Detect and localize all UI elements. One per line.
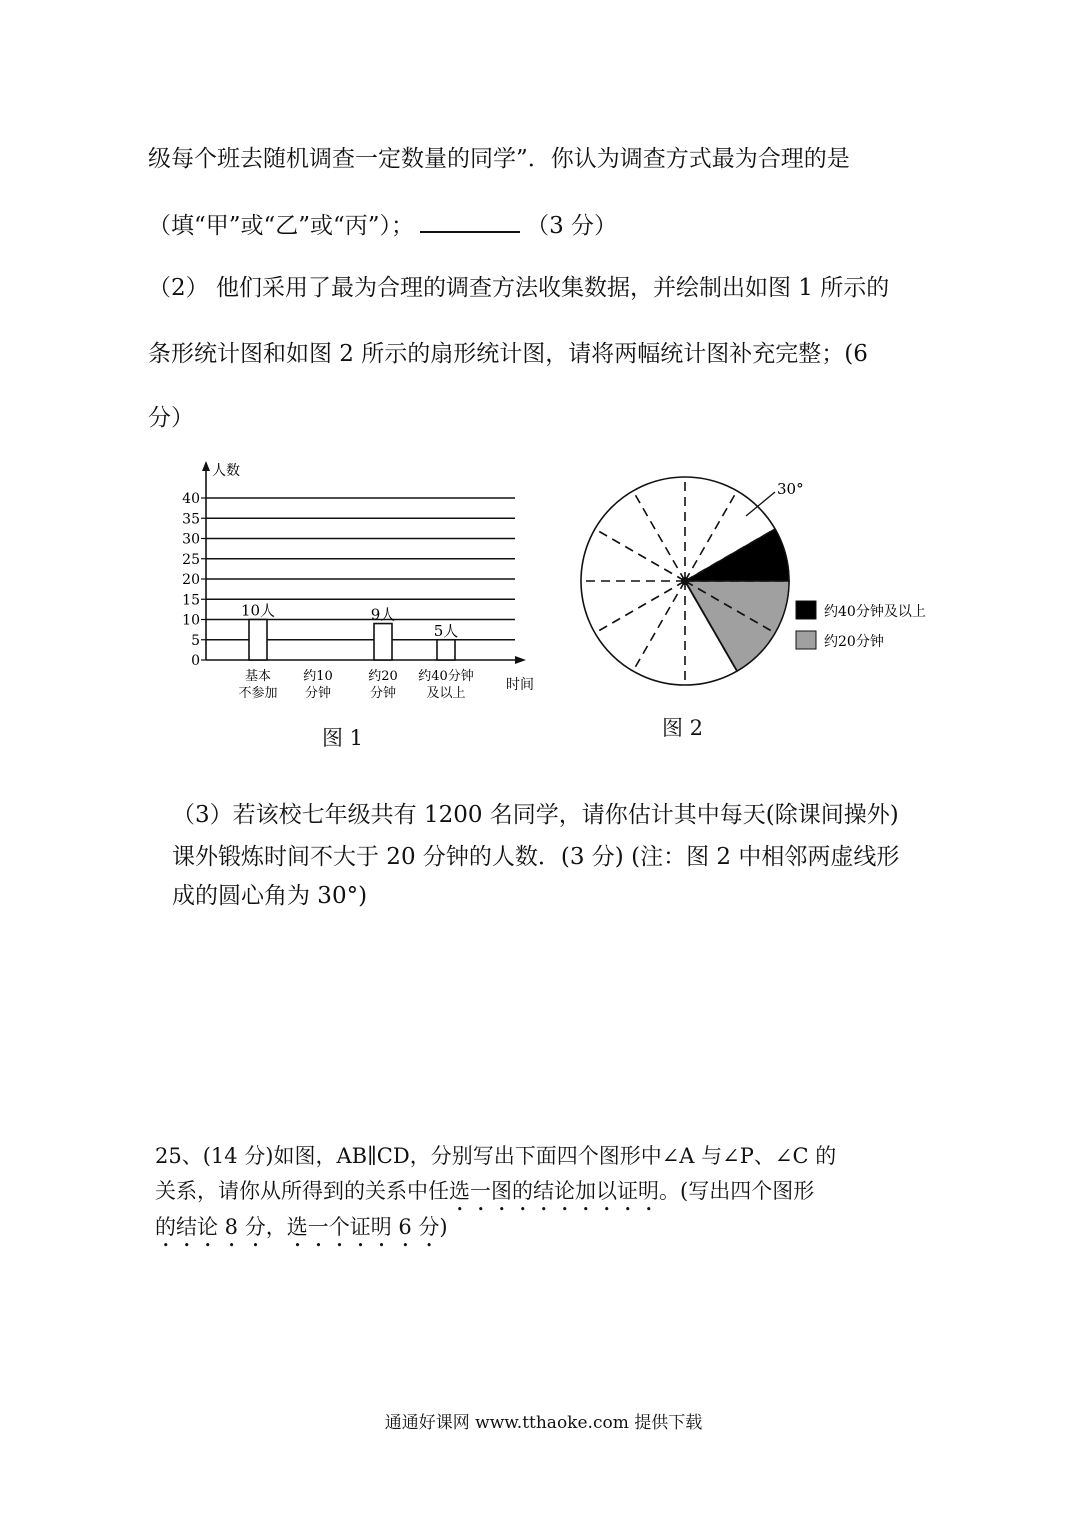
bar	[249, 620, 267, 661]
y-tick-label: 0	[191, 653, 200, 669]
y-tick-label: 10	[182, 612, 200, 629]
y-tick-label: 25	[182, 551, 200, 568]
q25-line-2-text: 关系，请你从所得到的关系中任	[155, 1179, 449, 1203]
text-line-3: （2） 他们采用了最为合理的调查方法收集数据，并绘制出如图 1 所示的	[148, 275, 890, 301]
category-label-line1: 约40分钟	[418, 669, 474, 684]
text-line-2	[148, 209, 617, 241]
y-tick-label: 40	[182, 491, 200, 507]
y-tick-label: 30	[182, 531, 200, 548]
angle-label: 30°	[777, 480, 804, 498]
q25-emphasis-1: 选一图的结论加以证明	[449, 1179, 659, 1203]
category-label-line2: 分钟	[369, 686, 397, 701]
y-axis-arrow	[202, 461, 210, 471]
q25-line-3	[155, 1212, 448, 1252]
q25-line-2-tail: 。(写出四个图形	[659, 1179, 815, 1203]
pie-chart	[570, 470, 960, 700]
q3-line-1: （3）若该校七年级共有 1200 名同学，请你估计其中每天(除课间操外)	[172, 802, 899, 828]
bar	[437, 640, 455, 660]
text-line-5: 分）	[148, 405, 194, 431]
figure2-caption: 图 2	[662, 716, 704, 740]
bar-data-label: 9人	[370, 605, 396, 624]
score-note: （3 分）	[526, 213, 618, 239]
category-label-line1: 约10	[303, 669, 333, 684]
bar-data-label: 10人	[240, 601, 276, 620]
x-axis-arrow	[515, 656, 526, 664]
footer-source: 通通好课网 www.tthaoke.com 提供下载	[384, 1413, 703, 1433]
bar-data-label: 5人	[433, 621, 459, 640]
text-line-4: 条形统计图和如图 2 所示的扇形统计图，请将两幅统计图补充完整；(6	[148, 341, 868, 367]
bar-chart	[170, 455, 560, 705]
legend-swatch	[796, 601, 816, 619]
y-tick-label: 15	[182, 592, 200, 609]
x-axis-title: 时间	[506, 677, 534, 693]
q25-line-1: 25、(14 分)如图，AB∥CD，分别写出下面四个图形中∠A 与∠P、∠C 的	[155, 1144, 837, 1168]
category-label-line1: 基本	[244, 669, 272, 684]
y-tick-label: 20	[182, 572, 200, 588]
y-tick-label: 5	[191, 632, 200, 649]
category-label-line2: 分钟	[304, 686, 332, 701]
category-label-line1: 约20	[368, 669, 398, 684]
pie-center	[681, 577, 689, 585]
bar	[374, 624, 392, 660]
y-axis-title: 人数	[212, 463, 240, 479]
legend-label: 约40分钟及以上	[824, 604, 926, 620]
q25-line-3-tail: )	[439, 1215, 448, 1239]
fill-choice-prompt: （填“甲”或“乙”或“丙”）；	[148, 213, 415, 239]
category-label-line2: 及以上	[426, 686, 466, 701]
legend-swatch	[796, 631, 816, 649]
answer-blank[interactable]	[420, 209, 520, 233]
legend-label: 约20分钟	[824, 634, 884, 650]
q25-line-2	[155, 1176, 814, 1216]
q3-line-3: 成的圆心角为 30°)	[172, 883, 368, 909]
q3-line-2: 课外锻炼时间不大于 20 分钟的人数．(3 分) (注：图 2 中相邻两虚线形	[172, 844, 900, 870]
text-line-1: 级每个班去随机调查一定数量的同学”．你认为调查方式最为合理的是	[148, 146, 850, 172]
y-tick-label: 35	[182, 511, 200, 528]
category-label-line2: 不参加	[238, 686, 278, 701]
q25-emphasis-2: 的结论 8 分，选一个证明 6 分	[155, 1215, 440, 1239]
figure1-caption: 图 1	[322, 726, 364, 750]
